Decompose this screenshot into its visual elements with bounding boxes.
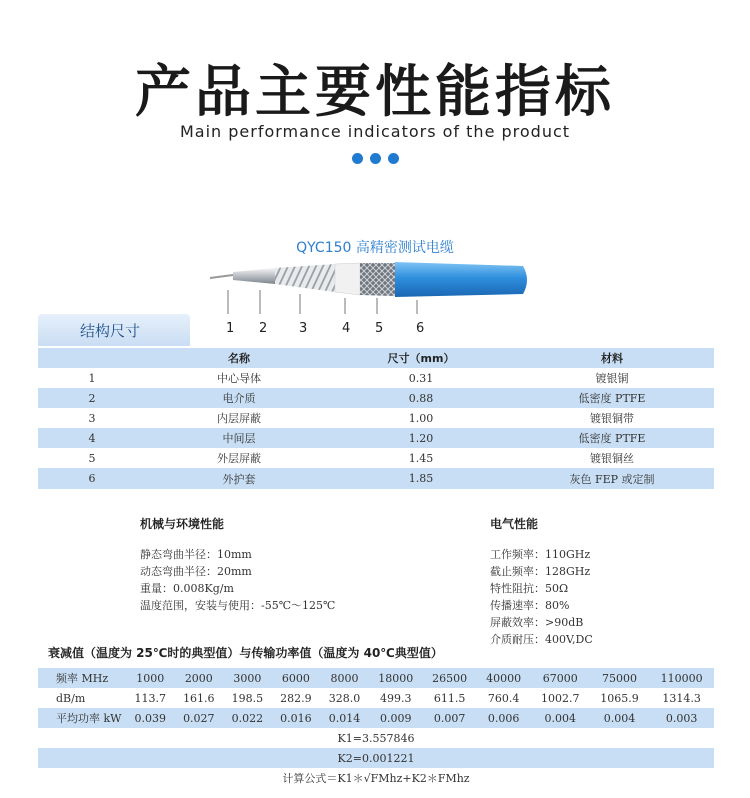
spec-line: 截止频率：128GHz: [490, 565, 591, 578]
center-conductor-shape: [210, 275, 233, 278]
mechanical-specs: [140, 546, 335, 614]
spec-line: 重量：0.008Kg/m: [140, 582, 234, 595]
layer-number-3: 3: [299, 321, 308, 336]
table-cell: 67000: [531, 668, 590, 688]
row-label: 平均功率 kW: [38, 708, 126, 728]
table-cell: 0.88: [332, 388, 510, 408]
table-row: [38, 368, 714, 388]
dielectric-shape: [233, 268, 275, 284]
spec-line: 动态弯曲半径：20mm: [140, 565, 252, 578]
table-row: [38, 448, 714, 468]
spec-line: 特性阻抗：50Ω: [490, 582, 569, 595]
table-cell: 0.022: [223, 708, 272, 728]
structure-section-tab: [38, 314, 190, 346]
table-cell: 1000: [126, 668, 175, 688]
inner-shield-shape: [275, 264, 335, 292]
header-cell: 尺寸（mm）: [332, 348, 510, 368]
table-cell: 1065.9: [590, 688, 649, 708]
frequency-row: [38, 668, 714, 688]
mechanical-heading: 机械与环境性能: [140, 517, 225, 531]
spec-line: 屏蔽效率：>90dB: [490, 616, 584, 629]
layer-number-4: 4: [342, 321, 351, 336]
k2-row: [38, 748, 714, 768]
middle-layer-shape: [335, 263, 360, 295]
table-row: [38, 388, 714, 408]
table-cell: 26500: [423, 668, 477, 688]
table-cell: 灰色 FEP 或定制: [510, 468, 714, 489]
table-cell: 0.003: [649, 708, 714, 728]
table-cell: 中间层: [146, 428, 332, 448]
table-cell: 6: [38, 468, 146, 489]
decorative-dots: [352, 153, 399, 164]
row-label: 频率 MHz: [38, 668, 126, 688]
table-cell: 2000: [175, 668, 224, 688]
layer-number-2: 2: [259, 321, 268, 336]
attenuation-row: [38, 688, 714, 708]
jacket-shape: [395, 262, 527, 297]
electrical-specs: [490, 546, 593, 648]
table-cell: 低密度 PTFE: [510, 388, 714, 408]
table-cell: 内层屏蔽: [146, 408, 332, 428]
layer-number-6: 6: [416, 321, 425, 336]
structure-tab-label: 结构尺寸: [80, 322, 141, 340]
table-cell: 0.039: [126, 708, 175, 728]
table-cell: 0.006: [477, 708, 531, 728]
layer-number-1: 1: [226, 321, 235, 336]
cable-illustration: [205, 262, 535, 322]
layer-number-5: 5: [375, 321, 384, 336]
table-cell: 0.027: [175, 708, 224, 728]
table-row: [38, 428, 714, 448]
power-row: [38, 708, 714, 728]
table-cell: 0.007: [423, 708, 477, 728]
header-cell: [38, 348, 146, 368]
table-cell: 6000: [272, 668, 321, 688]
table-cell: 1.85: [332, 468, 510, 489]
attenuation-heading: 衰减值（温度为 25℃时的典型值）与传输功率值（温度为 40℃典型值）: [48, 646, 443, 660]
spec-line: 静态弯曲半径：10mm: [140, 548, 252, 561]
table-cell: 1.00: [332, 408, 510, 428]
table-cell: 110000: [649, 668, 714, 688]
table-cell: 8000: [320, 668, 369, 688]
electrical-heading: 电气性能: [490, 517, 539, 531]
table-cell: 3: [38, 408, 146, 428]
table-cell: 18000: [369, 668, 423, 688]
k1-row: [38, 728, 714, 748]
table-cell: 161.6: [175, 688, 224, 708]
table-row: [38, 468, 714, 489]
k1-constant: K1=3.557846: [38, 728, 714, 748]
formula-text: 计算公式＝K1＊√FMhz+K2＊FMhz: [38, 768, 714, 788]
spec-line: 工作频率：110GHz: [490, 548, 591, 561]
header-cell: 材料: [510, 348, 714, 368]
table-cell: 外护套: [146, 468, 332, 489]
table-cell: 328.0: [320, 688, 369, 708]
table-cell: 0.31: [332, 368, 510, 388]
table-cell: 611.5: [423, 688, 477, 708]
page-subtitle: Main performance indicators of the product: [179, 122, 571, 141]
row-label: dB/m: [38, 688, 126, 708]
spec-line: 传播速率：80%: [490, 599, 570, 612]
spec-line: 温度范围，安装与使用：-55℃～125℃: [140, 599, 336, 612]
table-cell: 镀银铜: [510, 368, 714, 388]
table-cell: 低密度 PTFE: [510, 428, 714, 448]
table-cell: 3000: [223, 668, 272, 688]
table-cell: 1314.3: [649, 688, 714, 708]
header-cell: 名称: [146, 348, 332, 368]
table-cell: 1.45: [332, 448, 510, 468]
table-cell: 4: [38, 428, 146, 448]
table-cell: 中心导体: [146, 368, 332, 388]
table-cell: 0.004: [590, 708, 649, 728]
table-cell: 1.20: [332, 428, 510, 448]
table-cell: 40000: [477, 668, 531, 688]
table-cell: 1: [38, 368, 146, 388]
table-cell: 198.5: [223, 688, 272, 708]
table-cell: 0.004: [531, 708, 590, 728]
table-cell: 电介质: [146, 388, 332, 408]
table-cell: 0.016: [272, 708, 321, 728]
table-cell: 镀银铜带: [510, 408, 714, 428]
table-cell: 499.3: [369, 688, 423, 708]
cable-title: QYC150 高精密测试电缆: [296, 240, 454, 256]
table-cell: 2: [38, 388, 146, 408]
page-title: 产品主要性能指标: [135, 60, 615, 125]
table-cell: 镀银铜丝: [510, 448, 714, 468]
table-cell: 760.4: [477, 688, 531, 708]
table-cell: 113.7: [126, 688, 175, 708]
structure-table: [38, 348, 714, 489]
spec-line: 介质耐压：400V,DC: [490, 633, 593, 646]
table-cell: 75000: [590, 668, 649, 688]
outer-shield-shape: [360, 263, 395, 296]
k2-constant: K2=0.001221: [38, 748, 714, 768]
table-cell: 5: [38, 448, 146, 468]
table-header-row: [38, 348, 714, 368]
table-cell: 0.014: [320, 708, 369, 728]
attenuation-table: [38, 668, 714, 788]
table-cell: 0.009: [369, 708, 423, 728]
table-cell: 1002.7: [531, 688, 590, 708]
formula-row: [38, 768, 714, 788]
table-row: [38, 408, 714, 428]
table-cell: 外层屏蔽: [146, 448, 332, 468]
table-cell: 282.9: [272, 688, 321, 708]
